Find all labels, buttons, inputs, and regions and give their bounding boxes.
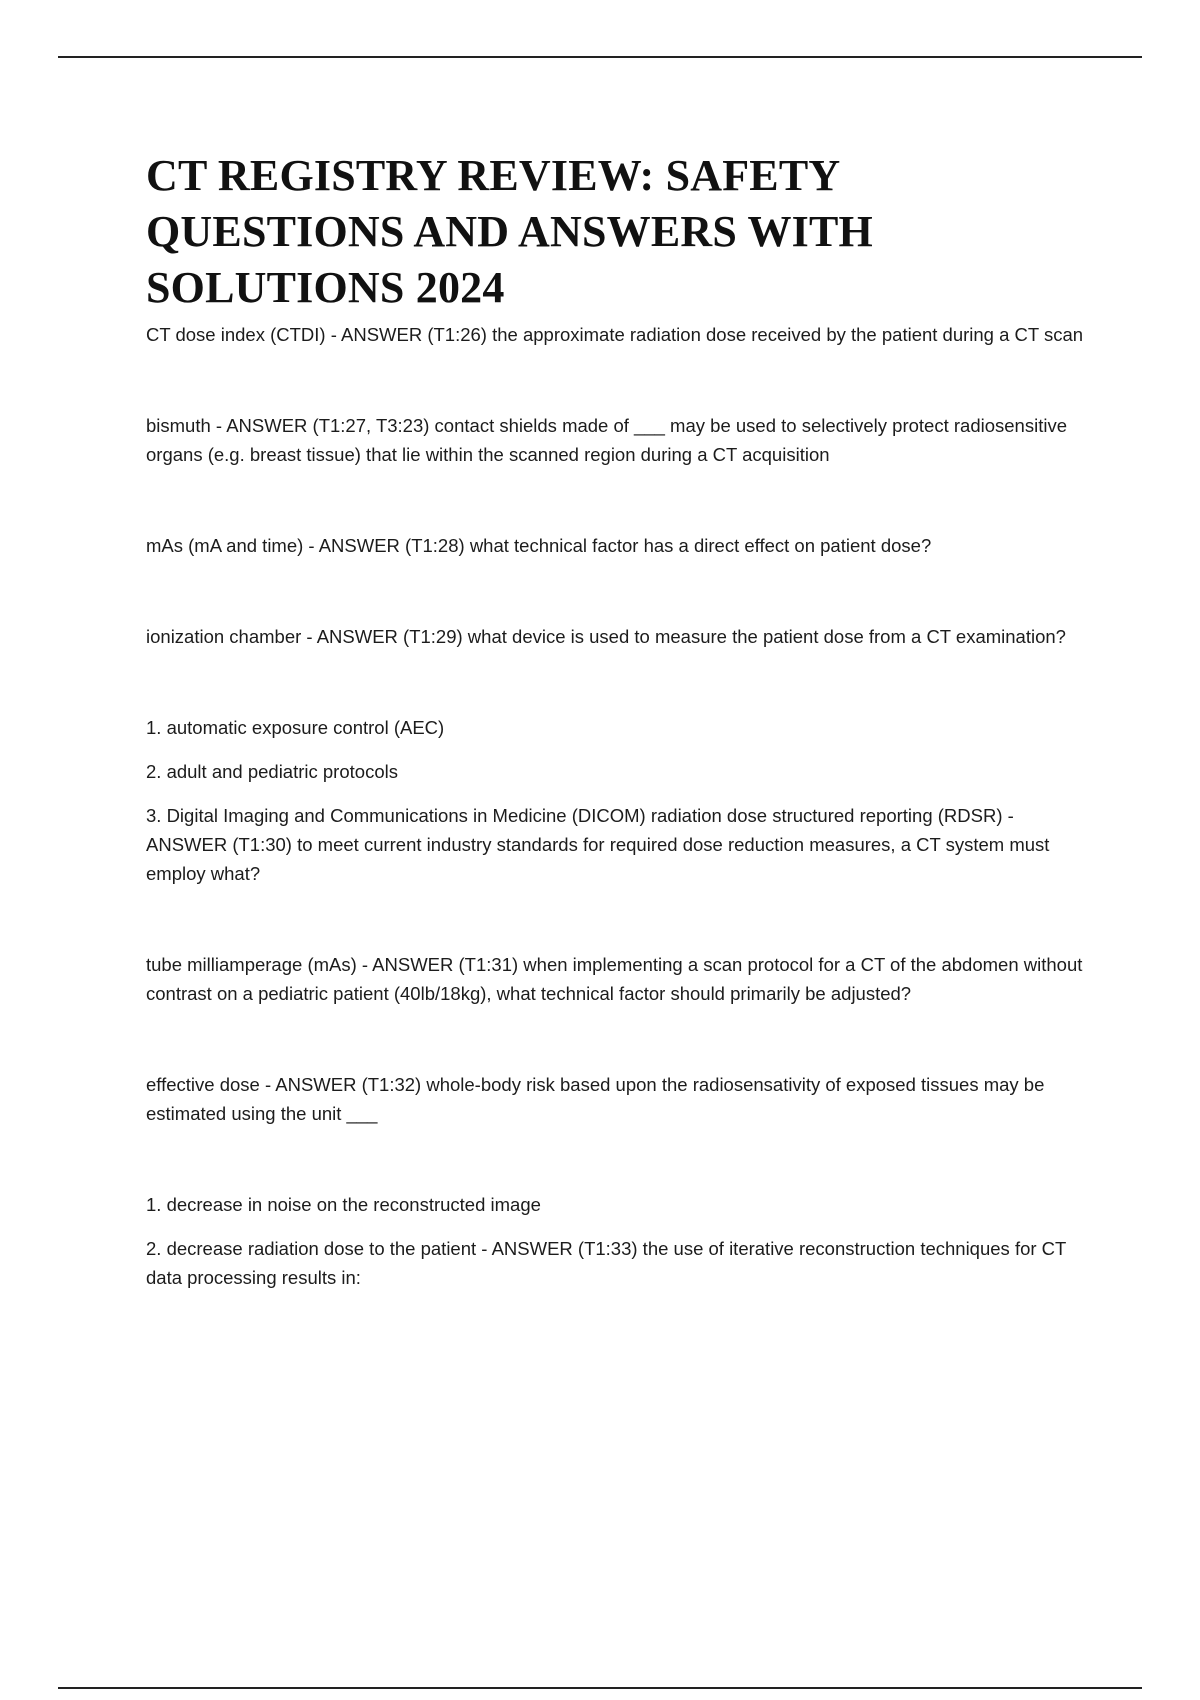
qa-entry-ctdi: CT dose index (CTDI) - ANSWER (T1:26) the approximate radiation dose received by the patient during a CT scan <box>146 324 1084 345</box>
list-item: 1. automatic exposure control (AEC) <box>146 717 445 738</box>
document-body <box>146 148 1090 1292</box>
list-item: 1. decrease in noise on the reconstructed image <box>146 1194 541 1215</box>
qa-entry-ionization-chamber: ionization chamber - ANSWER (T1:29) what device is used to measure the patient dose from a CT examination? <box>146 626 1066 647</box>
qa-entry-tube-milliamperage: tube milliamperage (mAs) - ANSWER (T1:31) when implementing a scan protocol for a CT of the abdomen without contrast on a pediatric patient (40lb/18kg), what technical factor should primarily be adjusted? <box>146 954 1083 1004</box>
bottom-rule <box>58 1687 1142 1689</box>
qa-entry-effective-dose: effective dose - ANSWER (T1:32) whole-body risk based upon the radiosensativity of exposed tissues may be estimated using the unit ___ <box>146 1074 1045 1124</box>
qa-entry-dose-reduction: 3. Digital Imaging and Communications in Medicine (DICOM) radiation dose structured reporting (RDSR) - ANSWER (T1:30) to meet current industry standards for required dose reduction measures, a CT system must employ what? <box>146 805 1050 884</box>
qa-entry-mas: mAs (mA and time) - ANSWER (T1:28) what technical factor has a direct effect on patient dose? <box>146 535 932 556</box>
list-item: 2. adult and pediatric protocols <box>146 761 398 782</box>
top-rule <box>58 56 1142 58</box>
qa-entry-iterative-reconstruction: 2. decrease radiation dose to the patient - ANSWER (T1:33) the use of iterative reconstruction techniques for CT data processing results in: <box>146 1238 1066 1288</box>
document-title: CT REGISTRY REVIEW: SAFETY QUESTIONS AND ANSWERS WITH SOLUTIONS 2024 <box>146 151 873 312</box>
qa-entry-bismuth: bismuth - ANSWER (T1:27, T3:23) contact shields made of ___ may be used to selectively protect radiosensitive organs (e.g. breast tissue) that lie within the scanned region during a CT acquisition <box>146 415 1067 465</box>
